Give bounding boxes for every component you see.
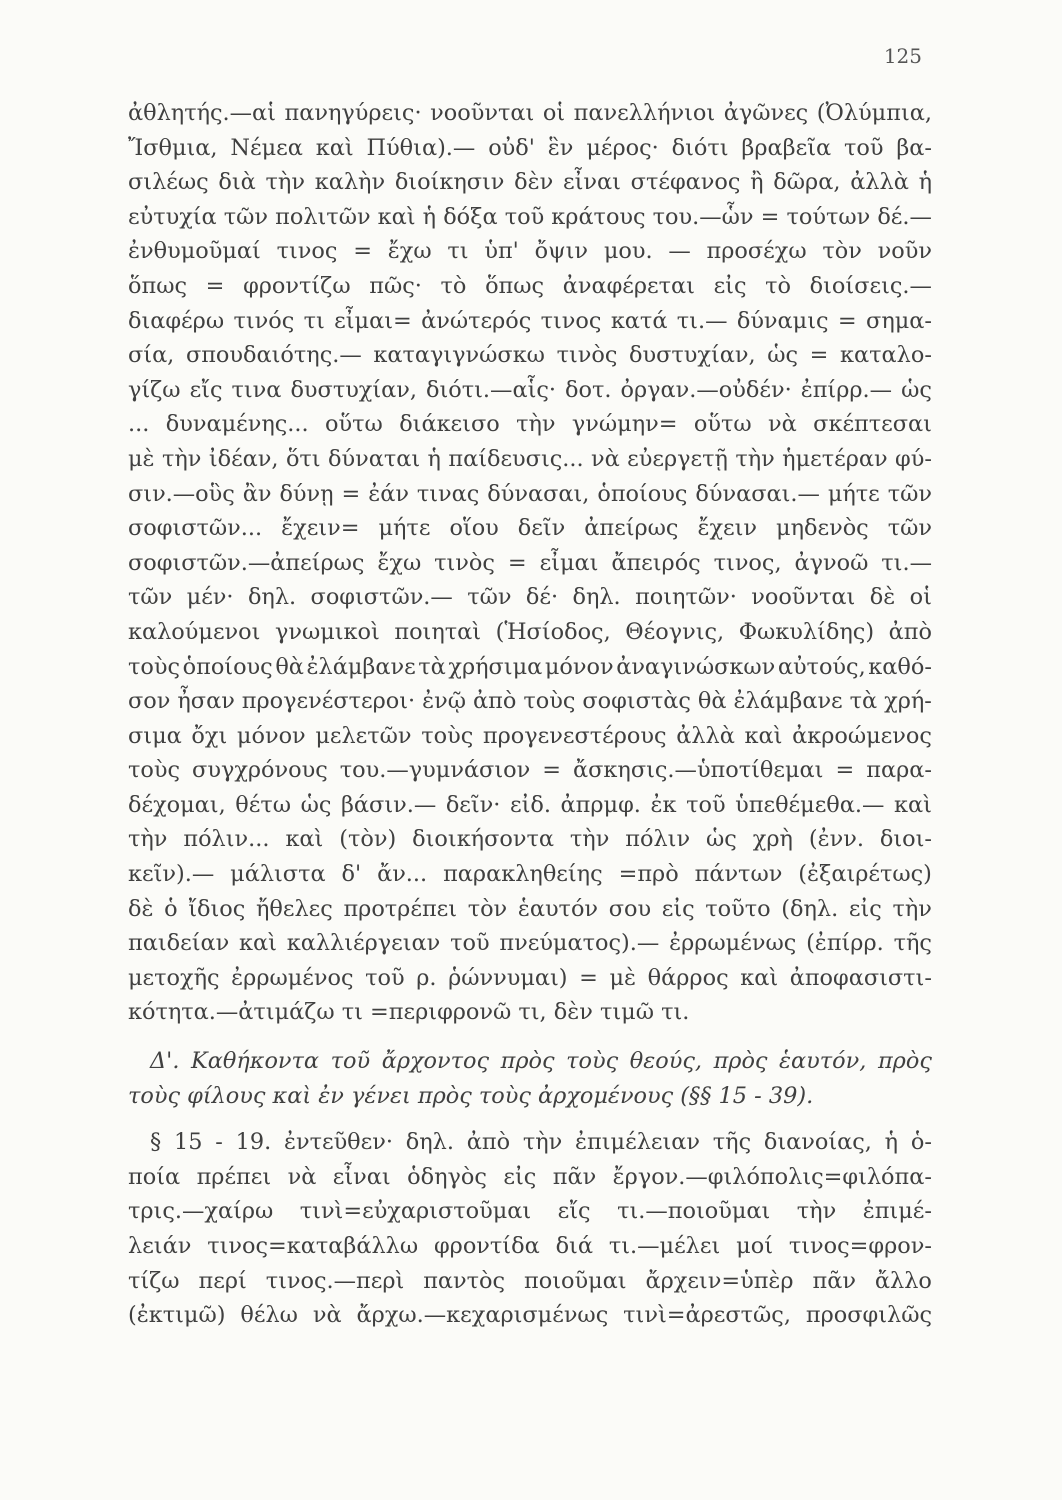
text-line: τρις.—χαίρω τινὶ=εὐχαριστοῦμαι εἴς τι.—ποιοῦμαι τὴν ἐπιμέ- — [128, 1198, 932, 1225]
text-line: ὅπως = φροντίζω πῶς· τὸ ὅπως ἀναφέρεται εἰς τὸ διοίσεις.— — [128, 272, 932, 299]
page-body — [128, 96, 932, 1333]
commentary-block — [128, 96, 932, 1030]
text-line: σιλέως διὰ τὴν καλὴν διοίκησιν δὲν εἶναι στέφανος ἢ δῶρα, ἀλλὰ ἡ — [128, 169, 932, 196]
text-line: γίζω εἴς τινα δυστυχίαν, διότι.—αἷς· δοτ. ὀργαν.—οὐδέν· ἐπίρρ.— ὡς — [128, 376, 932, 403]
text-line: § 15 - 19. ἐντεῦθεν· δηλ. ἀπὸ τὴν ἐπιμέλειαν τῆς διανοίας, ἡ ὁ- — [150, 1129, 932, 1156]
text-line: σοφιστῶν... ἔχειν= μήτε οἵου δεῖν ἀπείρως ἔχειν μηδενὸς τῶν — [128, 515, 932, 542]
text-line: (ἐκτιμῶ) θέλω νὰ ἄρχω.—κεχαρισμένως τινὶ=ἀρεστῶς, προσφιλῶς — [128, 1302, 932, 1329]
text-line: τῶν μέν· δηλ. σοφιστῶν.— τῶν δέ· δηλ. ποιητῶν· νοοῦνται δὲ οἱ — [128, 584, 932, 611]
text-line: καλούμενοι γνωμικοὶ ποιηταὶ (Ἡσίοδος, Θέογνις, Φωκυλίδης) ἀπὸ — [128, 618, 932, 645]
text-line: σιν.—οὓς ἂν δύνῃ = ἐάν τινας δύνασαι, ὁποίους δύνασαι.— μήτε τῶν — [128, 480, 932, 507]
section-body — [128, 1125, 932, 1333]
text-line: κεῖν).— μάλιστα δ' ἄν... παρακληθείης =πρὸ πάντων (ἐξαιρέτως) — [128, 861, 932, 888]
text-line: δὲ ὁ ἴδιος ἤθελες προτρέπει τὸν ἑαυτόν σου εἰς τοῦτο (δηλ. εἰς τὴν — [128, 895, 932, 922]
page-number: 125 — [883, 44, 922, 68]
text-line: Δ'. Καθήκοντα τοῦ ἄρχοντος πρὸς τοὺς θεούς, πρὸς ἑαυτόν, πρὸς — [150, 1048, 932, 1075]
text-line: μετοχῆς ἐρρωμένος τοῦ ρ. ῥώννυμαι) = μὲ θάρρος καὶ ἀποφασιστι- — [128, 964, 932, 991]
text-line: σία, σπουδαιότης.— καταγιγνώσκω τινὸς δυστυχίαν, ὡς = καταλο- — [128, 342, 932, 369]
text-line: ἐνθυμοῦμαί τινος = ἔχω τι ὑπ' ὄψιν μου. — προσέχω τὸν νοῦν — [128, 238, 932, 265]
text-line: εὐτυχία τῶν πολιτῶν καὶ ἡ δόξα τοῦ κράτους του.—ὧν = τούτων δέ.— — [128, 203, 932, 230]
text-line: τίζω περί τινος.—περὶ παντὸς ποιοῦμαι ἄρχειν=ὑπὲρ πᾶν ἄλλο — [128, 1267, 932, 1294]
text-line: τὴν πόλιν... καὶ (τὸν) διοικήσοντα τὴν πόλιν ὡς χρὴ (ἐνν. διοι- — [128, 826, 932, 853]
text-line: ποία πρέπει νὰ εἶναι ὁδηγὸς εἰς πᾶν ἔργον.—φιλόπολις=φιλόπα- — [128, 1163, 932, 1190]
text-line: τοὺς φίλους καὶ ἐν γένει πρὸς τοὺς ἀρχομένους (§§ 15 - 39). — [128, 1082, 814, 1109]
section-heading — [128, 1044, 932, 1113]
text-line: ... δυναμένης... οὕτω διάκεισο τὴν γνώμην= οὕτω νὰ σκέπτεσαι — [128, 411, 932, 438]
text-line: τοὺς συγχρόνους του.—γυμνάσιον = ἄσκησις.—ὑποτίθεμαι = παρα- — [128, 757, 932, 784]
text-line: ἀθλητής.—αἱ πανηγύρεις· νοοῦνται οἱ πανελλήνιοι ἀγῶνες (Ὀλύμπια, — [128, 100, 932, 126]
text-line: Ἴσθμια, Νέμεα καὶ Πύθια).— οὐδ' ἓν μέρος· διότι βραβεῖα τοῦ βα- — [128, 134, 932, 161]
text-line: σοφιστῶν.—ἀπείρως ἔχω τινὸς = εἶμαι ἄπειρός τινος, ἀγνοῶ τι.— — [128, 549, 932, 576]
text-line: δέχομαι, θέτω ὡς βάσιν.— δεῖν· εἰδ. ἀπρμφ. ἐκ τοῦ ὑπεθέμεθα.— καὶ — [128, 791, 932, 818]
text-line: σιμα ὄχι μόνον μελετῶν τοὺς προγενεστέρους ἀλλὰ καὶ ἀκροώμενος — [128, 722, 932, 749]
text-line: κότητα.—ἀτιμάζω τι =περιφρονῶ τι, δὲν τιμῶ τι. — [128, 999, 690, 1026]
text-line: μὲ τὴν ἰδέαν, ὅτι δύναται ἡ παίδευσις... νὰ εὐεργετῇ τὴν ἡμετέραν φύ- — [128, 445, 932, 472]
text-line: σον ἦσαν προγενέστεροι· ἐνῷ ἀπὸ τοὺς σοφιστὰς θὰ ἐλάμβανε τὰ χρή- — [128, 688, 932, 715]
text-line: λειάν τινος=καταβάλλω φροντίδα διά τι.—μέλει μοί τινος=φρον- — [128, 1233, 932, 1259]
text-line: παιδείαν καὶ καλλιέργειαν τοῦ πνεύματος).— ἐρρωμένως (ἐπίρρ. τῆς — [128, 930, 932, 957]
text-line: τοὺς ὁποίους θὰ ἐλάμβανε τὰ χρήσιμα μόνον ἀναγινώσκων αὐτούς, καθό- — [128, 653, 932, 680]
text-line: διαφέρω τινός τι εἶμαι= ἀνώτερός τινος κατά τι.— δύναμις = σημα- — [128, 307, 932, 334]
